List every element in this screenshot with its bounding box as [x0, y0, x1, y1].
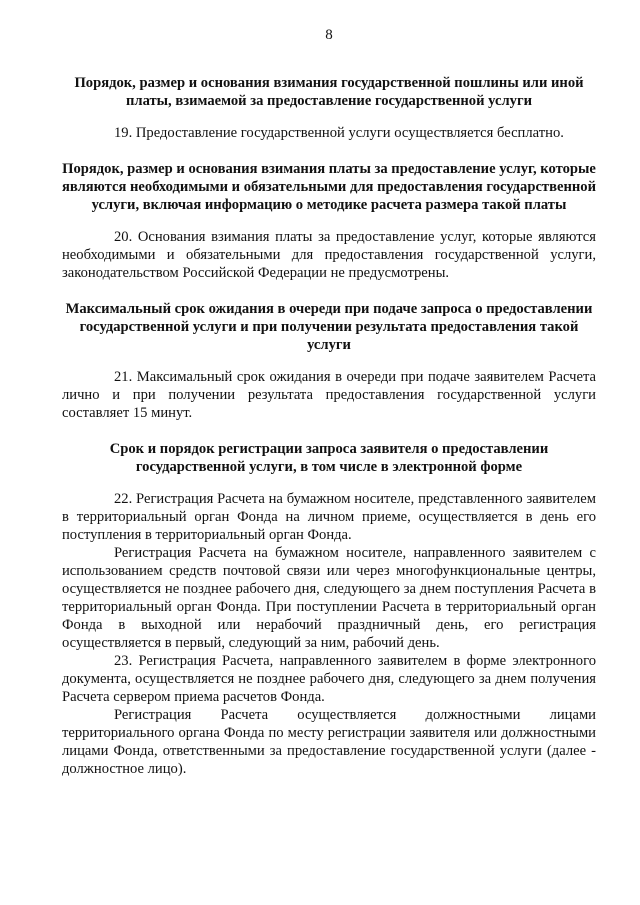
section-heading-registration: Срок и порядок регистрации запроса заявителя о предоставлении государственной услуги, в том числе в электронной форме	[109, 441, 549, 475]
section-heading-queue-time: Максимальный срок ожидания в очереди при подаче запроса о предоставлении государственной услуги и при получении результата предоставления такой услуги	[65, 301, 593, 353]
section-heading-service-payment: Порядок, размер и основания взимания платы за предоставление услуг, которые являются необходимыми и обязательными для предоставления государственной услуги, включая информацию о методике расчета размера такой платы	[62, 161, 596, 213]
paragraph-20: 20. Основания взимания платы за предоставление услуг, которые являются необходимыми и обязательными для предоставления государственной услуги, законодательством Российской Федерации не предусмотрены.	[62, 229, 596, 281]
page-number: 8	[325, 27, 333, 43]
document-page	[62, 26, 596, 778]
paragraph-22-continued: Регистрация Расчета на бумажном носителе, направленного заявителем с использованием средств почтовой связи или через многофункциональные центры, осуществляется не позднее рабочего дня, следующего за днем поступления Расчета в территориальный орган Фонда. При поступлении Расчета в территориальный орган Фонда в выходной или нерабочий праздничный день, его регистрация осуществляется в первый, следующий за ним, рабочий день.	[62, 545, 596, 651]
section-heading-fee: Порядок, размер и основания взимания государственной пошлины или иной платы, взимаемой за предоставление государственной услуги	[74, 75, 584, 109]
paragraph-23-continued: Регистрация Расчета осуществляется должностными лицами территориального органа Фонда по месту регистрации заявителя или должностными лицами Фонда, ответственными за предоставление государственной услуги (далее - должностное лицо).	[62, 707, 596, 777]
paragraph-19: 19. Предоставление государственной услуги осуществляется бесплатно.	[114, 125, 564, 141]
paragraph-22: 22. Регистрация Расчета на бумажном носителе, представленного заявителем в территориальный орган Фонда на личном приеме, осуществляется в день его поступления в территориальный орган Фонда.	[62, 491, 596, 543]
paragraph-21: 21. Максимальный срок ожидания в очереди при подаче заявителем Расчета лично и при получении результата предоставления государственной услуги составляет 15 минут.	[62, 369, 596, 421]
paragraph-23: 23. Регистрация Расчета, направленного заявителем в форме электронного документа, осуществляется не позднее рабочего дня, следующего за днем получения Расчета сервером приема расчетов Фонда.	[62, 653, 596, 705]
